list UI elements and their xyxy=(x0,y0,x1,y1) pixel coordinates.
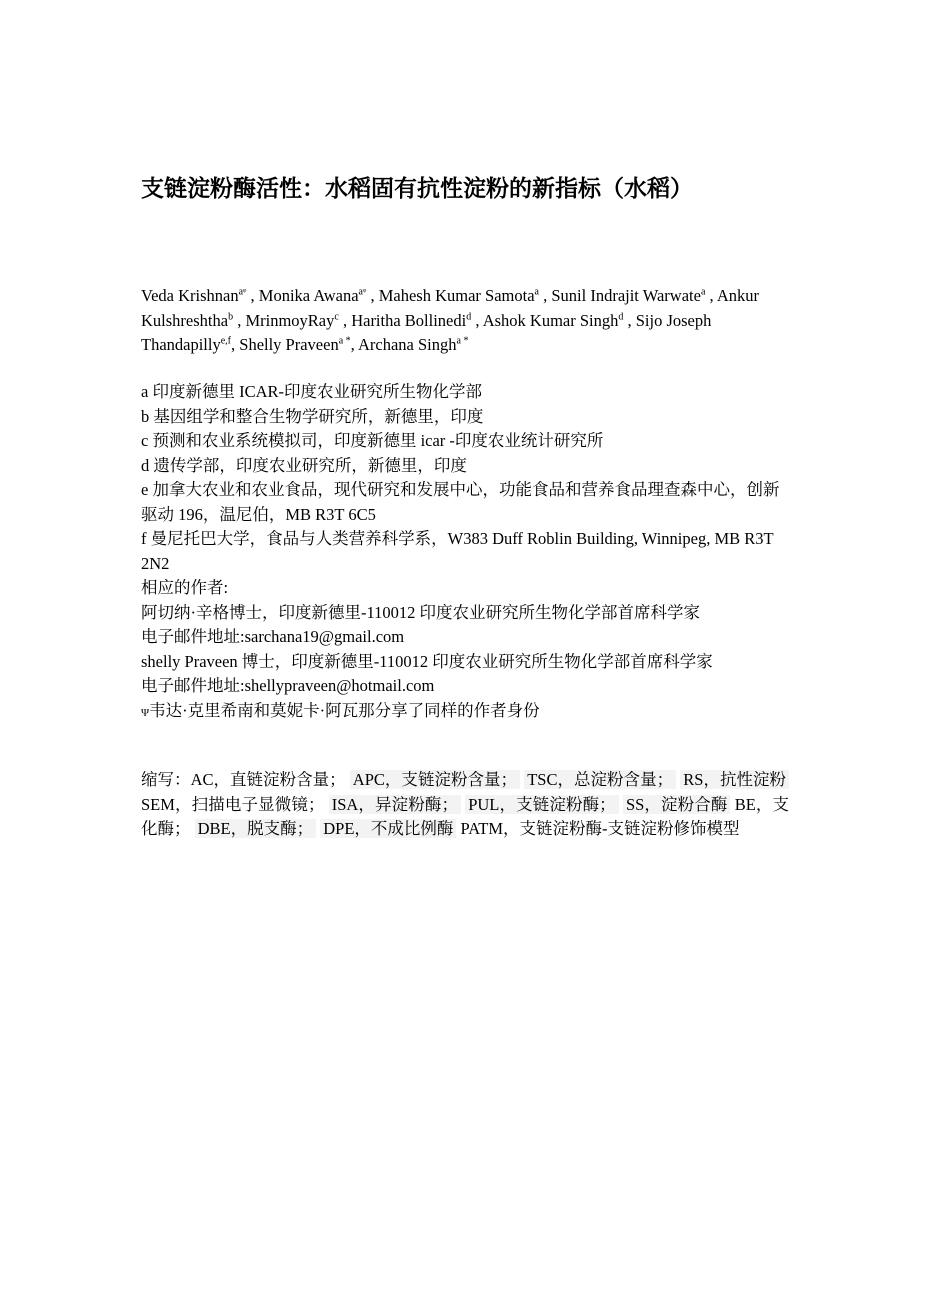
affiliation-e: e 加拿大农业和农业食品，现代研究和发展中心，功能食品和营养食品理查森中心，创新驱动 196，温尼伯，MB R3T 6C5 xyxy=(141,480,780,524)
author-list xyxy=(141,284,786,358)
abbreviations xyxy=(141,768,789,842)
psi-symbol: Ψ xyxy=(141,706,150,719)
corresponding-author-2: shelly Praveen 博士，印度新德里-110012 印度农业研究所生物化学部首席科学家 xyxy=(141,651,713,671)
affiliation-a: a 印度新德里 ICAR-印度农业研究所生物化学部 xyxy=(141,382,482,401)
abbreviation-item: AC，直链淀粉含量； xyxy=(190,770,346,789)
abbreviation-item: SEM，扫描电子显微镜； xyxy=(141,794,325,814)
abbreviation-item: APC，支链淀粉含量； xyxy=(350,770,520,789)
author: Mahesh Kumar Samota$^a$ , xyxy=(378,286,552,305)
affiliation-block xyxy=(141,380,789,725)
abbreviation-item: BE，支化酶； xyxy=(141,794,790,838)
author: Sunil Indrajit Warwate$^a$ , xyxy=(551,286,717,305)
abbreviation-item: SS，淀粉合酶 xyxy=(623,795,731,814)
abbreviation-item: DBE，脱支酶； xyxy=(195,819,317,838)
author: Monika Awana$^{aᵠ}$ , xyxy=(258,286,379,305)
affiliation-b: b 基因组学和整合生物学研究所，新德里，印度 xyxy=(141,406,484,426)
affiliation-d: d 遗传学部，印度农业研究所，新德里，印度 xyxy=(141,455,467,475)
author: Haritha Bollinedi$^d$ , xyxy=(351,310,483,330)
author: Archana Singh$^{a *}$ xyxy=(358,335,469,354)
abbreviation-item: DPE，不成比例酶 xyxy=(320,819,456,838)
corresponding-author-label: 相应的作者: xyxy=(141,578,229,597)
author: MrinmoyRay$^c$ , xyxy=(245,310,352,330)
paper-title: 支链淀粉酶活性：水稻固有抗性淀粉的新指标（水稻） xyxy=(141,176,693,202)
abbreviation-item: TSC，总淀粉含量； xyxy=(524,770,676,789)
author: Ankur Kulshreshtha$^b$ , xyxy=(141,286,760,330)
abbreviation-item: RS，抗性淀粉 xyxy=(680,770,789,789)
author: Veda Krishnan$^{aᵠ}$ , xyxy=(141,286,259,305)
affiliation-f: f 曼尼托巴大学，食品与人类营养科学系，W383 Duff Roblin Building, Winnipeg, MB R3T 2N2 xyxy=(141,529,774,573)
abbreviation-item: PATM，支链淀粉酶-支链淀粉修饰模型 xyxy=(460,819,740,838)
author: Shelly Praveen$^{a *}$, xyxy=(239,335,358,354)
corresponding-author-1: 阿切纳·辛格博士，印度新德里-110012 印度农业研究所生物化学部首席科学家 xyxy=(141,602,701,622)
abbreviation-item: ISA，异淀粉酶； xyxy=(329,795,461,814)
affiliation-c: c 预测和农业系统模拟司，印度新德里 icar -印度农业统计研究所 xyxy=(141,431,604,450)
email-1[interactable]: 电子邮件地址:sarchana19@gmail.com xyxy=(141,627,405,646)
email-2[interactable]: 电子邮件地址:shellypraveen@hotmail.com xyxy=(141,676,435,695)
abbreviations-label: 缩写： xyxy=(141,770,191,789)
author: Ashok Kumar Singh$^d$ , xyxy=(482,310,636,330)
abbreviation-item: PUL，支链淀粉酶； xyxy=(465,795,618,814)
author: Sijo Joseph Thandapilly$^{e,f}$, xyxy=(141,310,712,354)
equal-contribution-note: Ψ韦达·克里希南和莫妮卡·阿瓦那分享了同样的作者身份 xyxy=(141,700,540,720)
